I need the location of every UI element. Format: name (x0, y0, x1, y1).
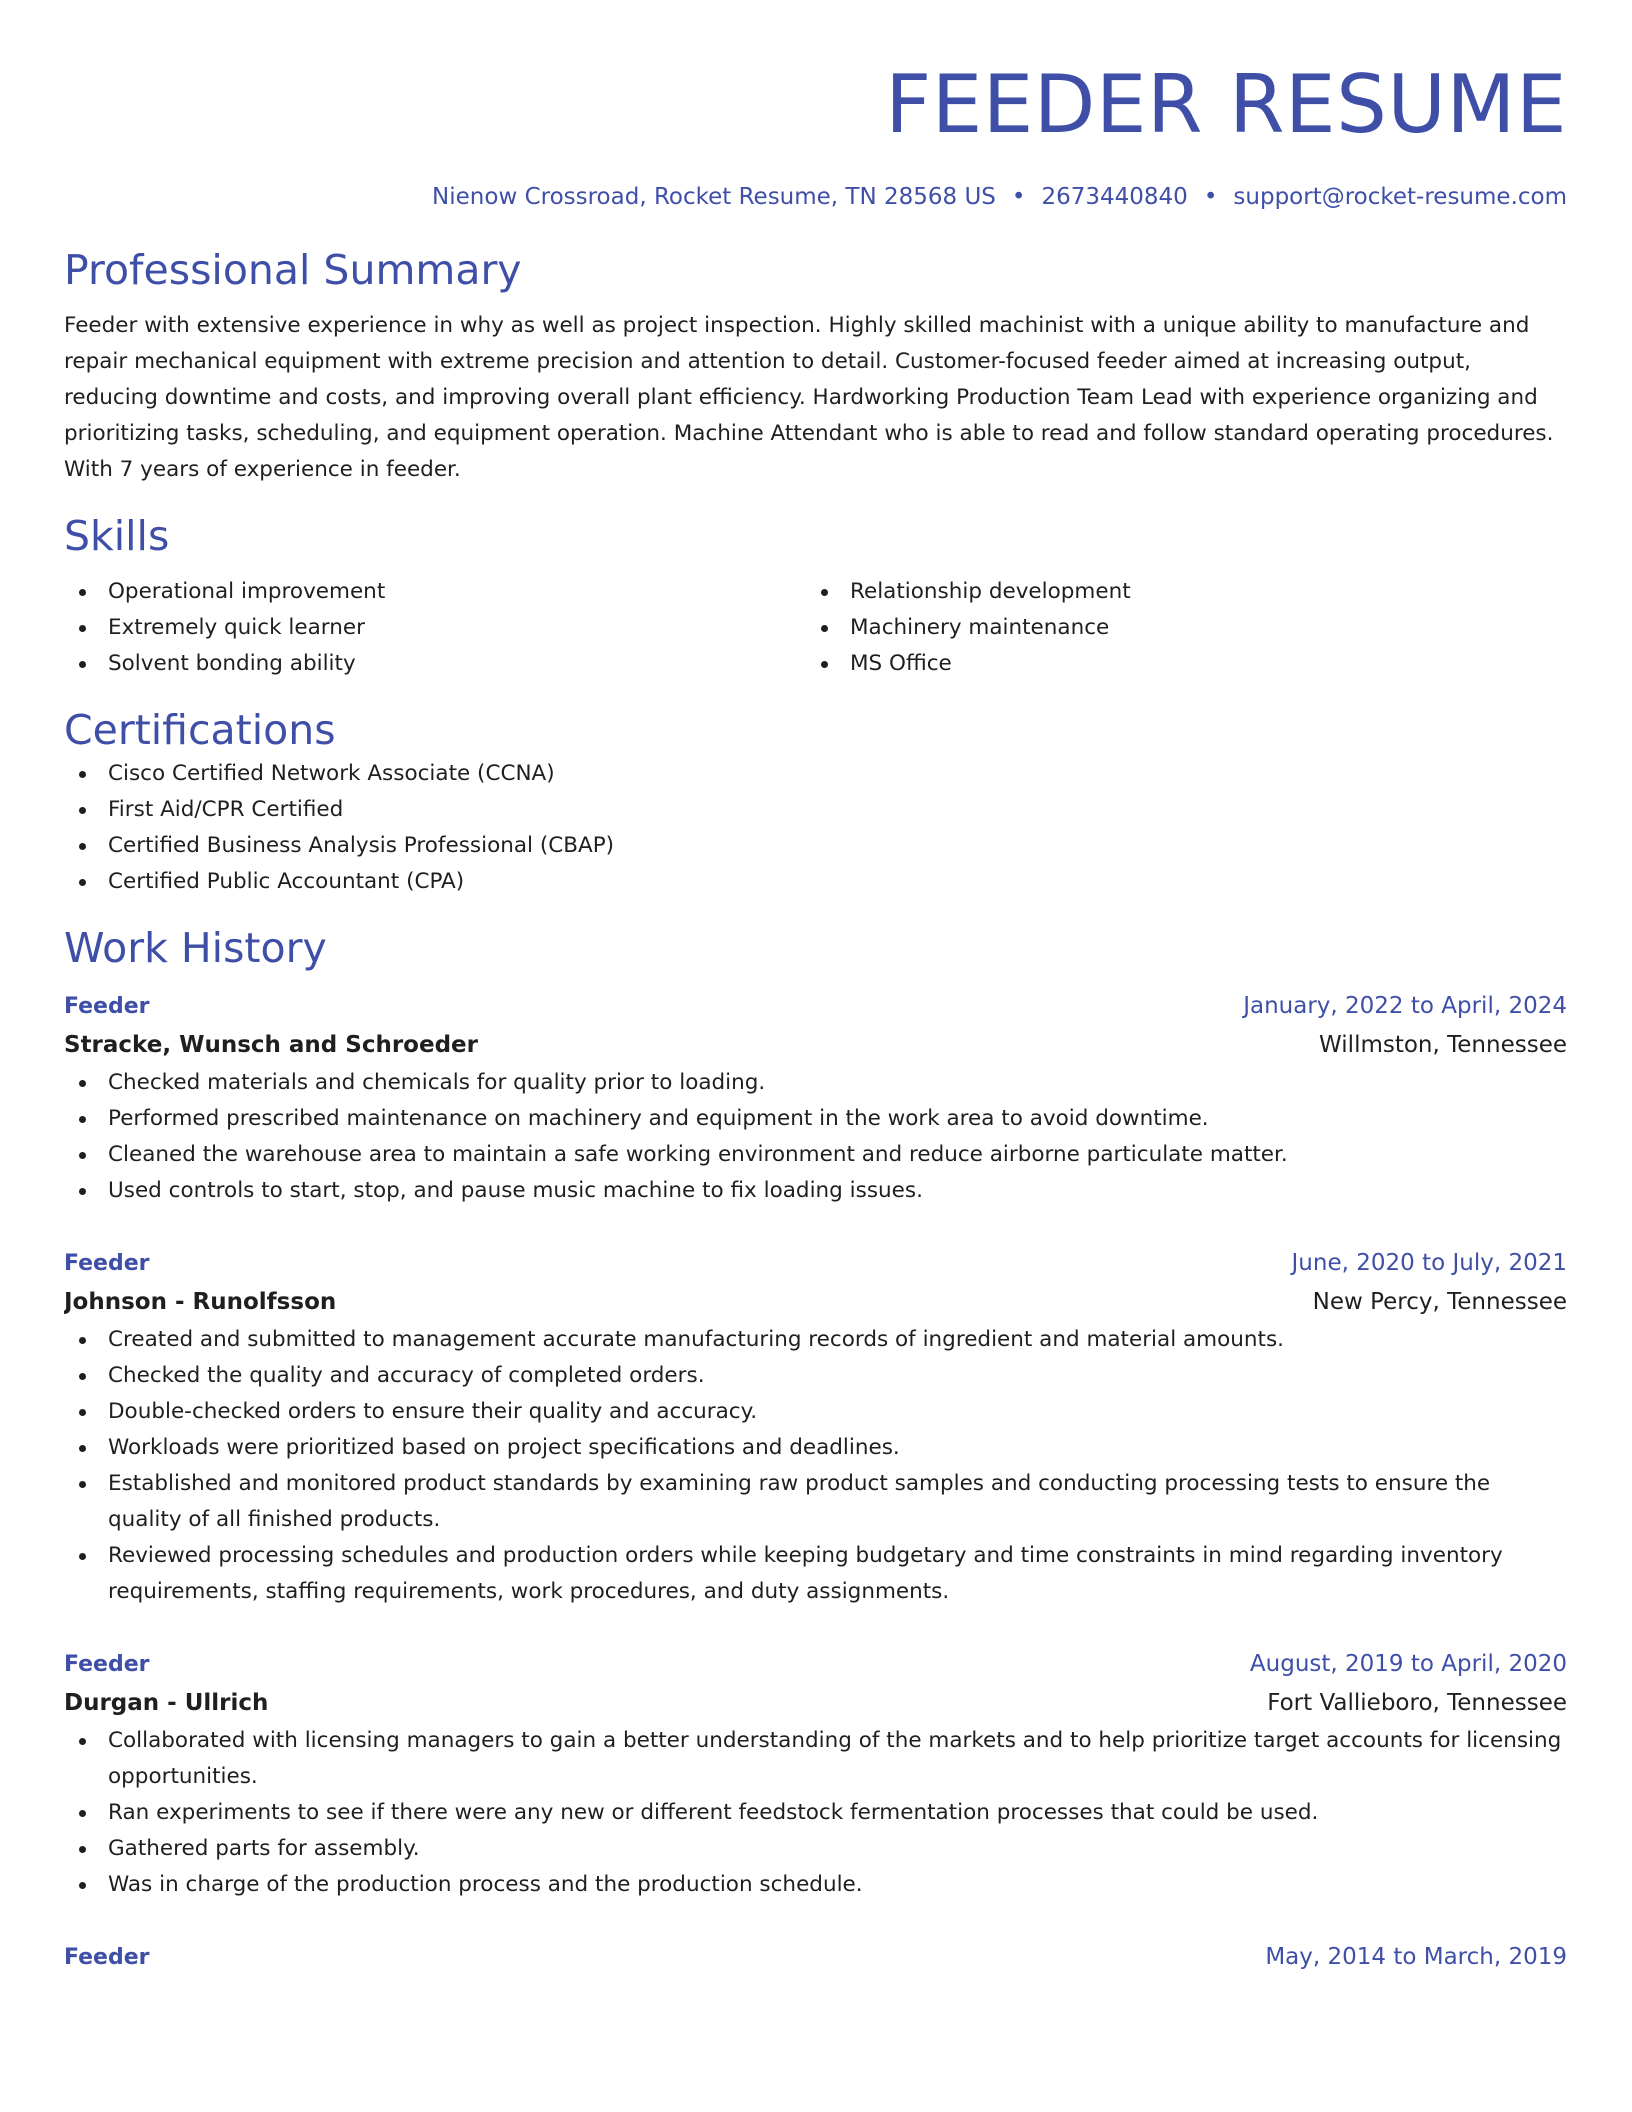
job-dates: May, 2014 to March, 2019 (1265, 1944, 1567, 1970)
bullet-dot (821, 661, 828, 668)
summary-text: Feeder with extensive experience in why as well as project inspection. Highly skilled machinist with a unique ability to manufacture and repair mechanical equipment with extreme precision and attention to detail. Customer-focused feeder aimed at increasing output, reducing downtime and costs, and improving overall plant efficiency. Hardworking Production Team Lead with experience organizing and prioritizing tasks, scheduling, and equipment operation. Machine Attendant who is able to read and follow standard operating procedures. With 7 years of experience in feeder. (64, 313, 1554, 482)
job-company: Durgan - Ullrich (64, 1690, 269, 1716)
job-title: Feeder (64, 1945, 150, 1970)
job-bullet (64, 1867, 1567, 1903)
job-location: New Percy, Tennessee (1312, 1289, 1567, 1315)
work-history-heading: Work History (64, 924, 327, 972)
contact-email[interactable]: support@rocket-resume.com (1233, 184, 1567, 210)
job-header-row (64, 1245, 1567, 1282)
skill-text: Solvent bonding ability (108, 651, 356, 676)
job-entry (64, 1245, 1567, 1610)
job-bullet-text: Used controls to start, stop, and pause music machine to fix loading issues. (108, 1178, 923, 1203)
skills-list-left (64, 574, 806, 682)
certification-item (64, 792, 1567, 828)
bullet-dot (79, 771, 86, 778)
job-dates: June, 2020 to July, 2021 (1291, 1250, 1567, 1276)
job-dates: January, 2022 to April, 2024 (1243, 993, 1567, 1019)
bullet-dot (79, 843, 86, 850)
bullet-dot (821, 625, 828, 632)
job-bullet (64, 1723, 1567, 1795)
bullet-dot (79, 1553, 86, 1560)
job-bullet-text: Gathered parts for assembly. (108, 1836, 420, 1861)
bullet-dot (79, 1152, 86, 1159)
job-bullet (64, 1322, 1567, 1358)
job-title: Feeder (64, 1652, 150, 1677)
bullet-dot (79, 1738, 86, 1745)
summary-heading: Professional Summary (64, 246, 522, 294)
skill-item (64, 574, 806, 610)
resume-name: FEEDER RESUME (885, 58, 1567, 151)
job-entry (64, 1646, 1567, 1903)
job-bullet-text: Checked the quality and accuracy of completed orders. (108, 1363, 705, 1388)
skills-list-right (806, 574, 1548, 682)
skill-text: Operational improvement (108, 579, 386, 604)
job-bullets (64, 1065, 1567, 1209)
certification-item (64, 756, 1567, 792)
bullet-dot (79, 1882, 86, 1889)
bullet-dot (79, 1337, 86, 1344)
bullet-dot (821, 589, 828, 596)
certification-text: Cisco Certified Network Associate (CCNA) (108, 761, 555, 786)
job-bullet (64, 1065, 1567, 1101)
job-dates: August, 2019 to April, 2020 (1249, 1651, 1567, 1677)
certifications-heading: Certifications (64, 706, 336, 754)
job-bullet-text: Ran experiments to see if there were any new or different feedstock fermentation processes that could be used. (108, 1800, 1319, 1825)
job-location: Fort Vallieboro, Tennessee (1267, 1690, 1567, 1716)
job-bullet (64, 1101, 1567, 1137)
job-bullet-text: Cleaned the warehouse area to maintain a safe working environment and reduce airborne particulate matter. (108, 1142, 1288, 1167)
job-header-row (64, 1646, 1567, 1683)
contact-phone: 2673440840 (1041, 184, 1188, 210)
skill-text: Relationship development (850, 579, 1131, 604)
certification-item (64, 864, 1567, 900)
job-company-row (64, 1025, 1567, 1065)
job-entry (64, 1939, 1567, 1976)
contact-line (64, 182, 1567, 212)
contact-separator: • (1203, 184, 1218, 210)
job-bullet-text: Created and submitted to management accurate manufacturing records of ingredient and material amounts. (108, 1327, 1285, 1352)
job-bullet (64, 1394, 1567, 1430)
bullet-dot (79, 1481, 86, 1488)
skills-column-left (64, 574, 806, 682)
certification-text: First Aid/CPR Certified (108, 797, 344, 822)
job-bullet (64, 1831, 1567, 1867)
job-bullet (64, 1137, 1567, 1173)
job-location: Willmston, Tennessee (1319, 1032, 1567, 1058)
job-bullet (64, 1173, 1567, 1209)
bullet-dot (79, 1810, 86, 1817)
skill-text: MS Office (850, 651, 952, 676)
bullet-dot (79, 1846, 86, 1853)
bullet-dot (79, 661, 86, 668)
job-bullets (64, 1322, 1567, 1610)
bullet-dot (79, 1409, 86, 1416)
contact-address: Nienow Crossroad, Rocket Resume, TN 28568 US (432, 184, 996, 210)
job-bullet-text: Collaborated with licensing managers to gain a better understanding of the markets and to help prioritize target accounts for licensing opportunities. (108, 1728, 1562, 1789)
job-bullet-text: Was in charge of the production process and the production schedule. (108, 1872, 863, 1897)
job-title: Feeder (64, 1251, 150, 1276)
certification-item (64, 828, 1567, 864)
skill-text: Extremely quick learner (108, 615, 365, 640)
job-bullet-text: Reviewed processing schedules and production orders while keeping budgetary and time constraints in mind regarding inventory requirements, staffing requirements, work procedures, and duty assignments. (108, 1543, 1503, 1604)
bullet-dot (79, 1445, 86, 1452)
job-company: Stracke, Wunsch and Schroeder (64, 1032, 478, 1058)
job-title: Feeder (64, 994, 150, 1019)
bullet-dot (79, 1116, 86, 1123)
job-bullet-text: Double-checked orders to ensure their quality and accuracy. (108, 1399, 758, 1424)
job-bullet-text: Workloads were prioritized based on project specifications and deadlines. (108, 1435, 900, 1460)
contact-separator: • (1011, 184, 1026, 210)
job-bullet (64, 1466, 1567, 1538)
skills-column-right (806, 574, 1548, 682)
bullet-dot (79, 625, 86, 632)
certifications-list (64, 756, 1567, 900)
job-company-row (64, 1683, 1567, 1723)
job-bullet-text: Established and monitored product standards by examining raw product samples and conducting processing tests to ensure the quality of all finished products. (108, 1471, 1491, 1532)
bullet-dot (79, 807, 86, 814)
job-header-row (64, 988, 1567, 1025)
bullet-dot (79, 1373, 86, 1380)
job-company-row (64, 1282, 1567, 1322)
skill-item (806, 646, 1548, 682)
certification-text: Certified Public Accountant (CPA) (108, 869, 465, 894)
job-entry (64, 988, 1567, 1209)
job-bullet (64, 1538, 1567, 1610)
job-bullet-text: Performed prescribed maintenance on machinery and equipment in the work area to avoid downtime. (108, 1106, 1209, 1131)
job-bullet-text: Checked materials and chemicals for quality prior to loading. (108, 1070, 766, 1095)
skill-text: Machinery maintenance (850, 615, 1110, 640)
bullet-dot (79, 1188, 86, 1195)
skill-item (806, 574, 1548, 610)
skills-heading: Skills (64, 512, 170, 560)
job-bullet (64, 1358, 1567, 1394)
job-bullet (64, 1430, 1567, 1466)
skill-item (64, 610, 806, 646)
bullet-dot (79, 879, 86, 886)
bullet-dot (79, 589, 86, 596)
job-header-row (64, 1939, 1567, 1976)
job-bullet (64, 1795, 1567, 1831)
skill-item (64, 646, 806, 682)
skills-grid (64, 574, 1567, 682)
bullet-dot (79, 1080, 86, 1087)
certification-text: Certified Business Analysis Professional (CBAP) (108, 833, 615, 858)
job-company: Johnson - Runolfsson (64, 1289, 337, 1315)
resume-page (64, 0, 1567, 2112)
job-bullets (64, 1723, 1567, 1903)
skill-item (806, 610, 1548, 646)
